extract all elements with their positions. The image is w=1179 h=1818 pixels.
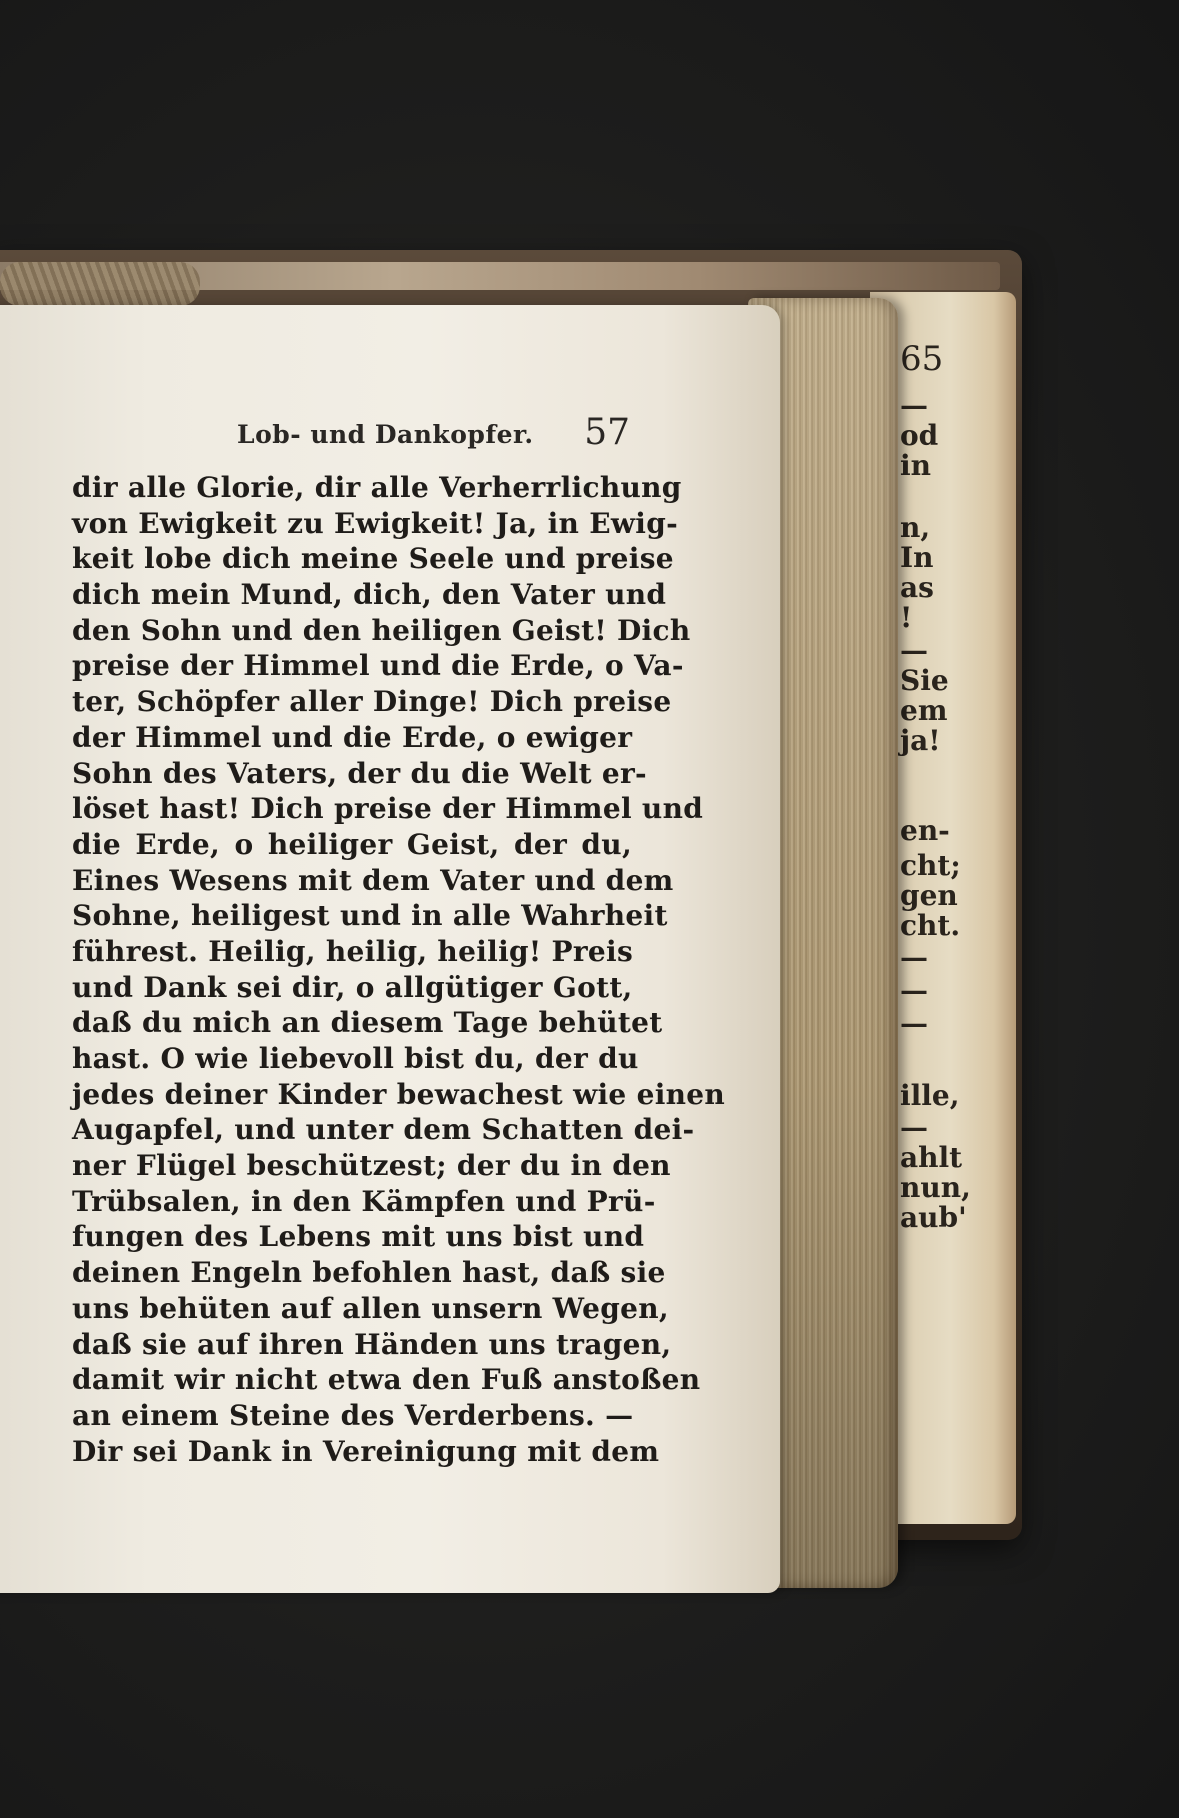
- opposite-fragment: aub': [900, 1201, 967, 1234]
- text-line: Sohne, heiligest und in alle Wahrheit: [72, 899, 668, 933]
- text-line: deinen Engeln befohlen hast, daß sie: [72, 1256, 666, 1290]
- text-line: jedes deiner Kinder bewachest wie einen: [72, 1077, 726, 1111]
- opposite-fragment: ja!: [900, 724, 941, 757]
- opposite-fragment: ahlt: [900, 1141, 963, 1174]
- opposite-fragment: —: [900, 634, 928, 667]
- text-line: hast. O wie liebevoll bist du, der du: [72, 1042, 639, 1075]
- text-line: löset hast! Dich preise der Himmel und: [72, 792, 704, 826]
- opposite-fragment: —: [900, 1007, 928, 1040]
- text-line: die Erde, o heiliger Geist, der du,: [72, 827, 632, 861]
- opposite-fragment: od: [900, 419, 939, 452]
- opposite-fragment: cht;: [900, 849, 961, 882]
- text-line: und Dank sei dir, o allgütiger Gott,: [72, 970, 633, 1004]
- text-line: fungen des Lebens mit uns bist und: [72, 1220, 645, 1254]
- text-line: daß sie auf ihren Händen uns tragen,: [72, 1327, 672, 1361]
- page-header: [237, 412, 630, 460]
- running-title: Lob- und Dankopfer.: [237, 420, 534, 449]
- text-line: Augapfel, und unter dem Schatten dei-: [72, 1113, 695, 1147]
- page-number: 57: [584, 412, 630, 453]
- opposite-fragment: —: [900, 389, 928, 422]
- page-body-text: [72, 470, 726, 1469]
- opposite-fragment: em: [900, 694, 948, 727]
- opposite-fragment: cht.: [900, 909, 961, 942]
- text-line: Dir sei Dank in Vereinigung mit dem: [72, 1434, 660, 1468]
- text-line: den Sohn und den heiligen Geist! Dich: [72, 613, 691, 647]
- text-line: dir alle Glorie, dir alle Verherrlichung: [72, 471, 682, 504]
- text-line: dich mein Mund, dich, den Vater und: [72, 578, 667, 612]
- opposite-fragment: en-: [900, 814, 950, 847]
- opposite-fragment: n,: [900, 511, 931, 544]
- opposite-fragment: Sie: [900, 664, 949, 697]
- opposite-fragment: gen: [900, 879, 958, 912]
- opposite-fragment: in: [900, 449, 931, 482]
- text-line: preise der Himmel und die Erde, o Va-: [72, 649, 684, 683]
- text-line: daß du mich an diesem Tage behütet: [72, 1006, 663, 1040]
- opposite-fragment: —: [900, 941, 928, 974]
- opposite-fragment: as: [900, 571, 934, 604]
- opposite-fragment: —: [900, 1111, 928, 1144]
- opposite-fragment: !: [900, 601, 913, 634]
- text-line: damit wir nicht etwa den Fuß anstoßen: [72, 1363, 701, 1397]
- text-line: der Himmel und die Erde, o ewiger: [72, 720, 633, 754]
- text-line: Sohn des Vaters, der du die Welt er-: [72, 756, 647, 790]
- text-line: ner Flügel beschützest; der du in den: [72, 1149, 671, 1183]
- text-line: von Ewigkeit zu Ewigkeit! Ja, in Ewig-: [72, 506, 679, 540]
- opposite-fragment: ille,: [900, 1079, 960, 1112]
- text-line: Trübsalen, in den Kämpfen und Prü-: [72, 1184, 656, 1218]
- text-line: uns behüten auf allen unsern Wegen,: [72, 1291, 669, 1325]
- opposite-fragment: In: [900, 541, 934, 574]
- text-line: ter, Schöpfer aller Dinge! Dich preise: [72, 685, 672, 719]
- opposite-fragment: nun,: [900, 1171, 971, 1204]
- text-line: Eines Wesens mit dem Vater und dem: [72, 863, 674, 897]
- bookmark-cord: [0, 262, 200, 306]
- text-line: an einem Steine des Verderbens. —: [72, 1398, 634, 1432]
- opposite-fragment: —: [900, 974, 928, 1007]
- text-line: führest. Heilig, heilig, heilig! Preis: [72, 934, 634, 968]
- text-line: keit lobe dich meine Seele und preise: [72, 542, 674, 576]
- opposite-page-number: 65: [900, 339, 944, 379]
